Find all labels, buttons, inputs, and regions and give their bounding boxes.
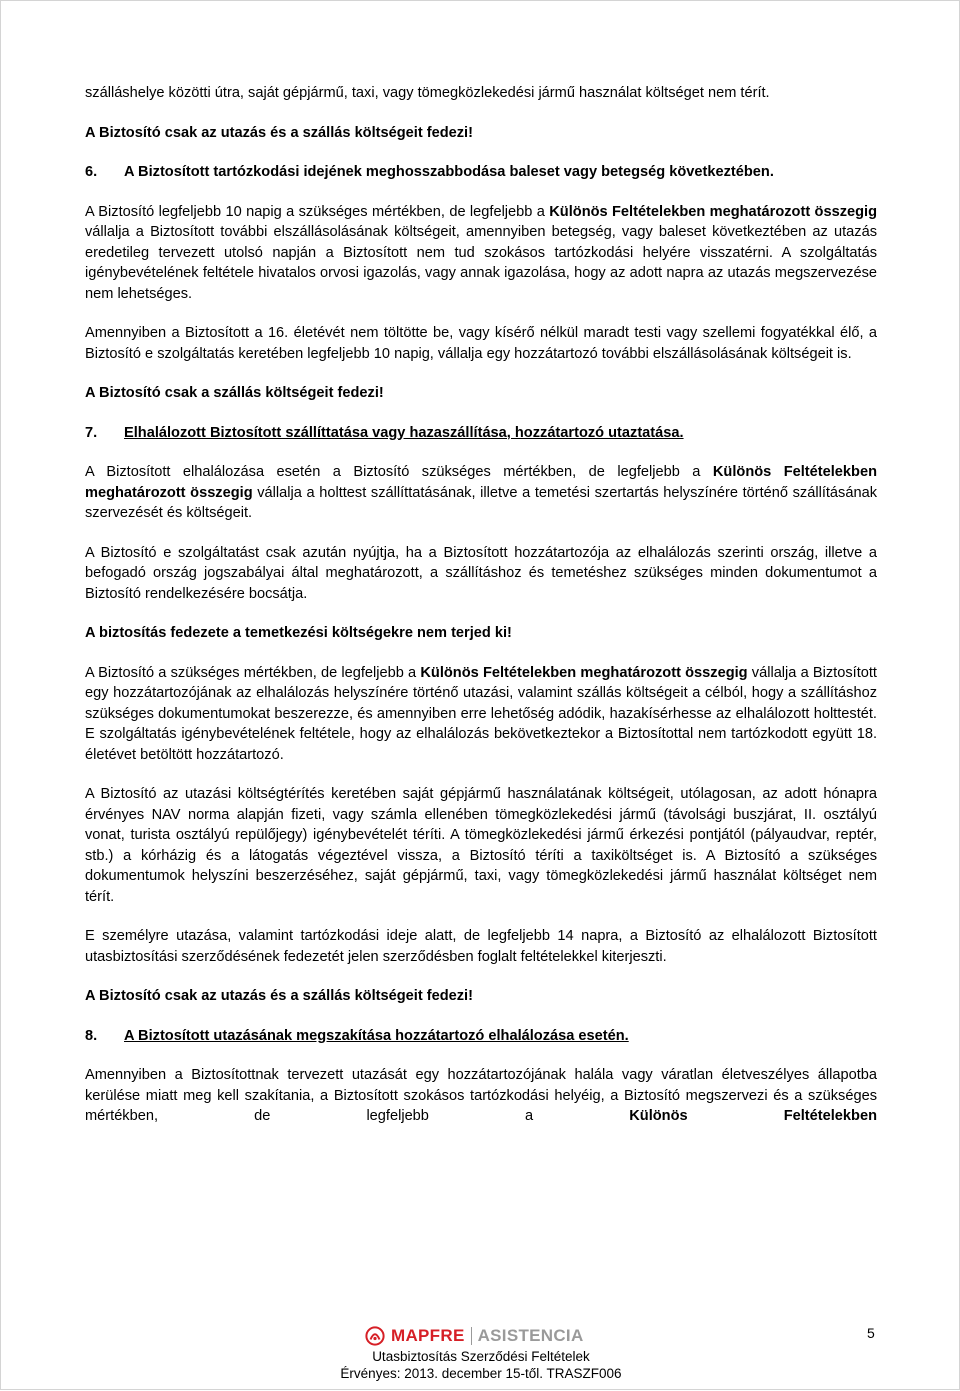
section-6-paragraph-2: Amennyiben a Biztosított a 16. életévét nem töltötte be, vagy kísérő nélkül maradt testi vagy szellemi fogyatékkal élő, a Biztosító e szolgáltatás keretében legfeljebb 10 napig, vállalja egy hozzátartozó további elszállásolásának költségeit is.: [85, 325, 877, 362]
mapfre-logo-icon: [365, 1326, 385, 1346]
section-8-heading: [85, 1026, 877, 1047]
paragraph-intro: szálláshelye közötti útra, saját gépjármű, taxi, vagy tömegközlekedési jármű használat költséget nem térít.: [85, 85, 770, 101]
section-6-title: A Biztosított tartózkodási idejének meghosszabbodása baleset vagy betegség következtében.: [124, 164, 774, 180]
note-coverage-1: A Biztosító csak az utazás és a szállás költségeit fedezi!: [85, 124, 473, 141]
section-8-paragraph-1: [85, 1065, 877, 1127]
text-run: A Biztosított elhalálozása esetén a Biztosító szükséges mértékben, de legfeljebb a: [85, 464, 713, 480]
brand-secondary: ASISTENCIA: [477, 1326, 584, 1345]
section-7-paragraph-3: [85, 663, 877, 766]
bold-term: Különös Feltételekben meghatározott összegig: [85, 464, 877, 501]
text-run: Amennyiben a Biztosítottnak tervezett utazását egy hozzátartozójának halála vagy váratlan életveszélyes állapotba kerülése miatt meg kell szakítania, a Biztosított szokásos tartózkodási helyéig, a Biztosító megszervezi és a szükséges mértékben, de legfeljebb a: [85, 1067, 877, 1124]
section-7-heading: [85, 423, 877, 444]
note-coverage-3: A biztosítás fedezete a temetkezési költségekre nem terjed ki!: [85, 625, 512, 641]
section-7-paragraph-4: A Biztosító az utazási költségtérítés keretében saját gépjármű használatának költségeit, utólagosan, az adott hónapra érvényes NAV norma alapján fizeti, vagy számla ellenében tömegközlekedési jármű (távolsági buszjárat, II. osztályú vonat, turista osztályú repülőjegy) igénybevételét téríti. A tömegközlekedési jármű érkezési pontjától (pályaudvar, reptér, stb.) a kórházig és a látogatás végeztével vissza, a Biztosító téríti a taxiköltséget is. A Biztosító a szükséges dokumentumok helyszíni beszerzéséhez, saját gépjármű, taxi, vagy tömegközlekedési jármű használat költséget nem térít.: [85, 786, 877, 905]
bold-term: Különös Feltételekben meghatározott összegig: [420, 664, 748, 681]
section-6-heading: [85, 162, 877, 183]
section-7-number: 7.: [85, 424, 98, 441]
section-7-paragraph-5: E személyre utazása, valamint tartózkodási ideje alatt, de legfeljebb 14 napra, a Biztosító az elhalálozott Biztosított utasbiztosítási szerződésének fedezetét jelen szerződésben foglalt feltételekkel kiterjeszti.: [85, 928, 877, 965]
section-6-paragraph-1: [85, 202, 877, 305]
footer-document-title: Utasbiztosítás Szerződési Feltételek: [372, 1349, 590, 1364]
page-content: [85, 83, 877, 1146]
section-7-title: Elhalálozott Biztosított szállíttatása vagy hazaszállítása, hozzátartozó utaztatása.: [124, 424, 684, 441]
brand-name: MAPFRE: [391, 1326, 465, 1345]
logo-divider: [471, 1327, 472, 1345]
bold-term: Különös Feltételekben meghatározott összegig: [549, 203, 877, 220]
section-8-title: A Biztosított utazásának megszakítása hozzátartozó elhalálozása esetén.: [124, 1027, 629, 1044]
section-7-paragraph-2: A Biztosító e szolgáltatást csak azután nyújtja, ha a Biztosított hozzátartozója az elhalálozás szerinti ország, illetve a befogadó ország jogszabályai által meghatározott, a szállításhoz és temetéshez szükséges minden dokumentumot a Biztosító rendelkezésére bocsátja.: [85, 544, 877, 602]
text-run: A Biztosító a szükséges mértékben, de legfeljebb a: [85, 664, 421, 681]
text-run: vállalja a holttest szállíttatásának, illetve a temetési szertartás helyszínére történő szállításának szervezését és költségeit.: [85, 484, 877, 521]
text-run: A Biztosító legfeljebb 10 napig a szükséges mértékben, de legfeljebb a: [85, 203, 550, 220]
footer-validity: Érvényes: 2013. december 15-től. TRASZF006: [340, 1366, 622, 1381]
text-run: vállalja a Biztosított további elszállásolásának költségeit, amennyiben betegség, vagy baleset következtében az utazás eredetileg tervezett utolsó napján a Biztosított nem tud szokásos tartózkodási helyére visszatérni. A szolgáltatás igénybevételének feltétele hivatalos orvosi igazolás, vagy annak igazolása, hogy az adott napra az utazás megszervezése nem lehetséges.: [85, 224, 877, 302]
section-6-number: 6.: [85, 164, 98, 180]
text-run: vállalja a Biztosított egy hozzátartozójának az elhalálozás helyszínére történő utazási, valamint szállás költségeit a célból, hogy a szállításhoz szükséges dokumentumokat beszerezze, és amennyiben erre lehetőség adódik, hazakísérhesse az elhalálozott holttestét. E szolgáltatás igénybevételének feltétele, hogy az elhalálozás bekövetkeztekor a Biztosítottal nem tartózkodott együtt 18. életévet betöltött hozzátartozó.: [85, 664, 877, 763]
bold-term: Különös Feltételekben: [629, 1108, 877, 1124]
note-coverage-4: A Biztosító csak az utazás és a szállás költségeit fedezi!: [85, 988, 473, 1004]
section-7-paragraph-1: [85, 462, 877, 524]
note-coverage-2: A Biztosító csak a szállás költségeit fedezi!: [85, 385, 384, 401]
section-8-number: 8.: [85, 1027, 98, 1044]
mapfre-logo: [365, 1325, 584, 1347]
page-number: 5: [867, 1325, 875, 1341]
page-footer: [1, 1319, 960, 1391]
